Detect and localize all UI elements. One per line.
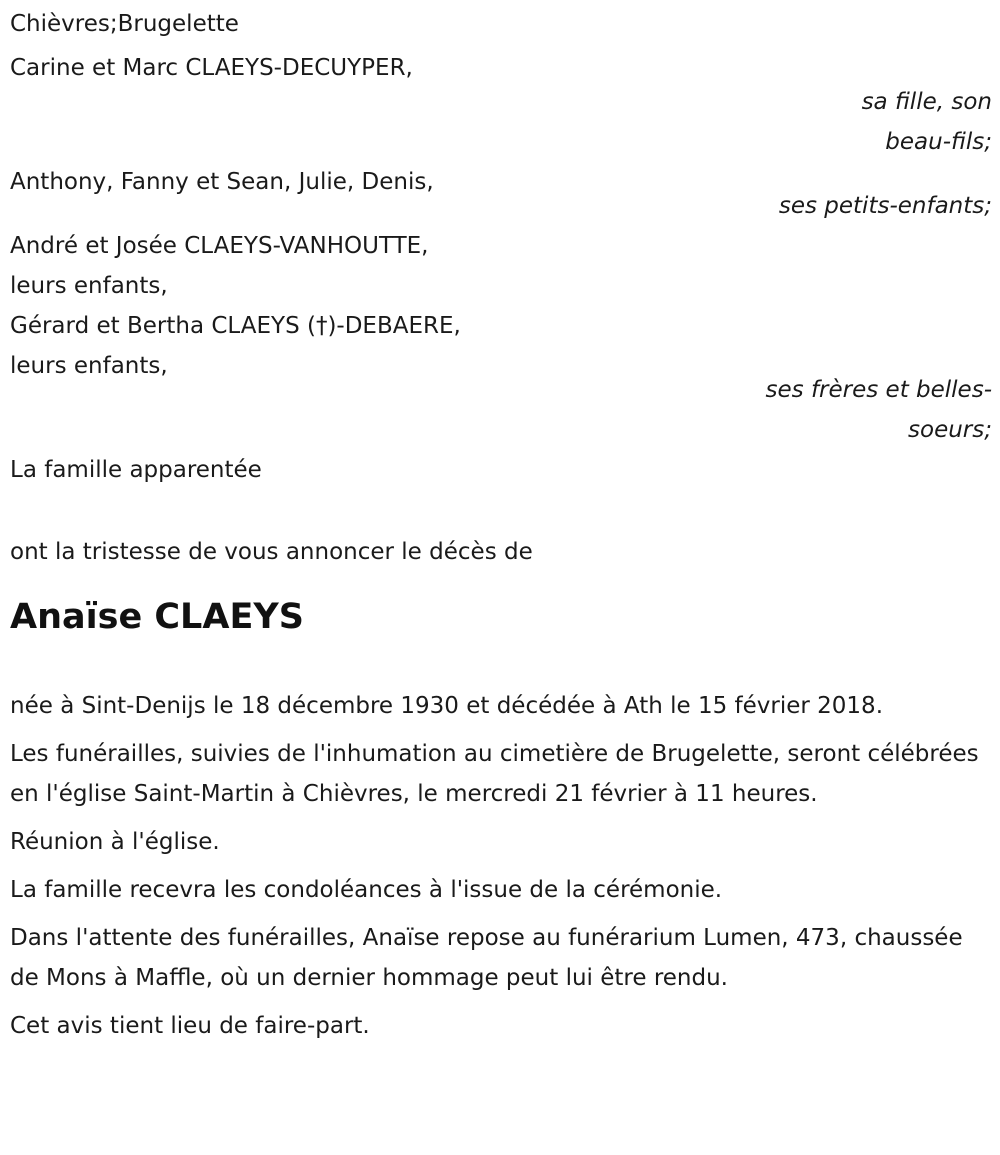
deceased-name: Anaïse CLAEYS xyxy=(10,597,304,637)
family-member-line: Carine et Marc CLAEYS-DECUYPER, xyxy=(10,55,413,81)
family-role-line: ses frères et belles- xyxy=(765,377,992,403)
related-family-line: La famille apparentée xyxy=(10,457,262,483)
family-member-line: leurs enfants, xyxy=(10,353,168,379)
notice-paragraph-funeral: Les funérailles, suivies de l'inhumation au cimetière de Brugelette, seront célébrées en l'église Saint-Martin à Chièvres, le mercredi 21 février à 11 heures. xyxy=(10,741,979,807)
notice-paragraph-meeting: Réunion à l'église. xyxy=(10,829,220,855)
family-role-line: beau-fils; xyxy=(885,129,992,155)
location-line: Chièvres;Brugelette xyxy=(10,11,239,37)
family-group-daughter xyxy=(10,48,992,162)
notice-body xyxy=(10,686,992,1046)
notice-paragraph-closing: Cet avis tient lieu de faire-part. xyxy=(10,1013,370,1039)
family-member-line: Gérard et Bertha CLAEYS (†)-DEBAERE, xyxy=(10,313,461,339)
family-group-siblings xyxy=(10,226,992,450)
family-member-line: leurs enfants, xyxy=(10,273,168,299)
family-group-grandchildren xyxy=(10,162,992,226)
obituary-notice xyxy=(10,4,992,1054)
notice-paragraph-funerarium: Dans l'attente des funérailles, Anaïse repose au funérarium Lumen, 473, chaussée de Mons à Maffle, où un dernier hommage peut lui être rendu. xyxy=(10,925,963,991)
notice-paragraph-condolences: La famille recevra les condoléances à l'issue de la cérémonie. xyxy=(10,877,723,903)
family-role-line: sa fille, son xyxy=(861,89,992,115)
notice-paragraph-birth-death: née à Sint-Denijs le 18 décembre 1930 et décédée à Ath le 15 février 2018. xyxy=(10,693,884,719)
family-role-line: ses petits-enfants; xyxy=(778,193,992,219)
announcement-line: ont la tristesse de vous annoncer le décès de xyxy=(10,539,533,565)
family-role-line: soeurs; xyxy=(908,417,992,443)
family-member-line: Anthony, Fanny et Sean, Julie, Denis, xyxy=(10,169,434,195)
family-member-line: André et Josée CLAEYS-VANHOUTTE, xyxy=(10,233,429,259)
